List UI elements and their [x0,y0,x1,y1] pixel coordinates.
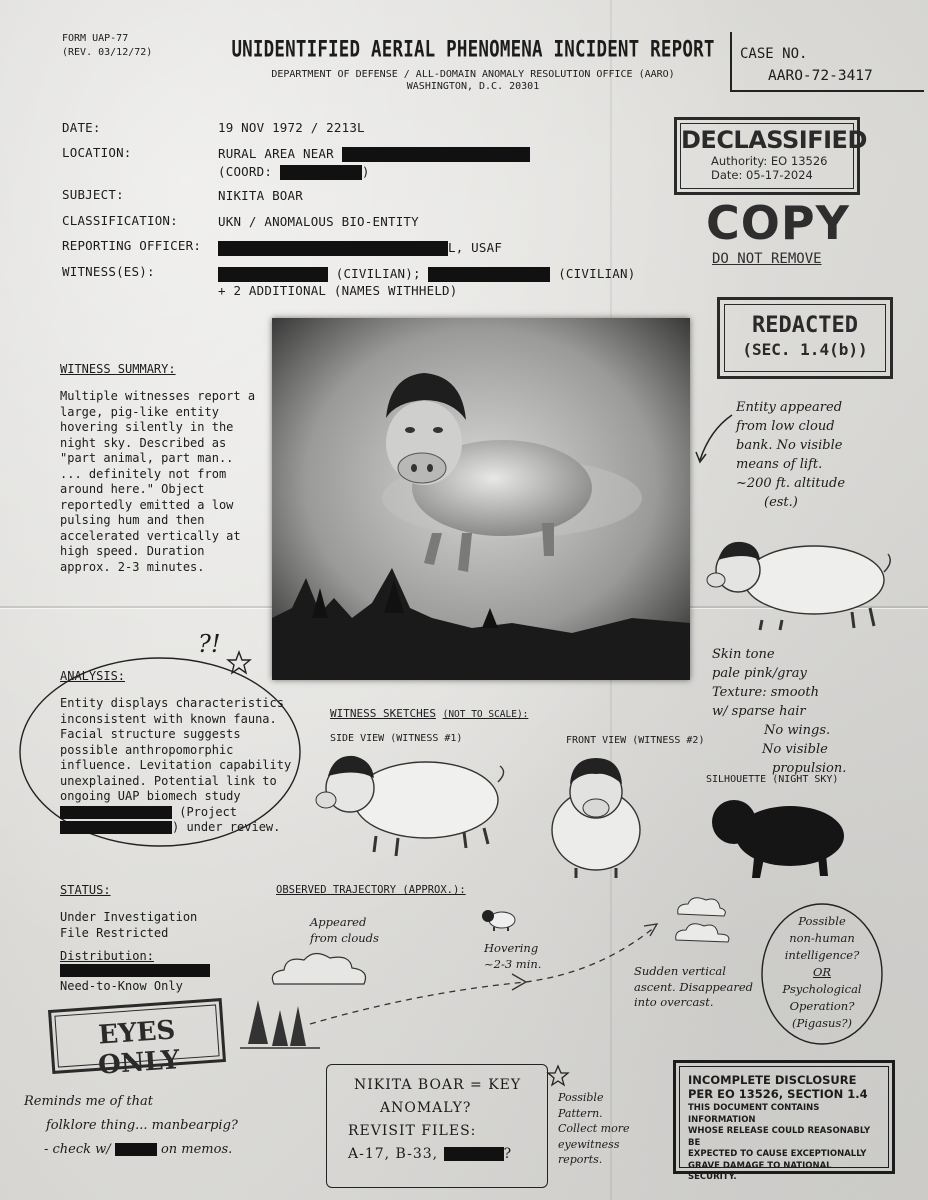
declassified-date: Date: 05-17-2024 [711,168,813,182]
skin-note [712,645,846,778]
note-line: w/ sparse hair [712,704,806,719]
analysis-line [60,805,291,821]
note-text: on memos. [160,1142,233,1157]
status-line: Under Investigation [60,910,198,924]
report-title: UNIDENTIFIED AERIAL PHENOMENA INCIDENT REPORT [231,37,715,63]
form-id: FORM UAP-77 [62,33,129,44]
eyes-only-stamp [48,998,226,1081]
note-line: Entity appeared [736,400,843,415]
summary-line: large, pig-like entity [60,404,219,419]
summary-line: "part animal, part man.. [60,451,234,465]
note-line: folklore thing... manbearpig? [46,1118,238,1133]
note-line: (est.) [764,495,798,510]
photo-image [272,318,690,680]
analysis-line: unexplained. Potential link to [60,773,277,788]
disclosure-box [673,1060,895,1182]
disclosure-line: EXPECTED TO CAUSE EXCEPTIONALLY [688,1149,867,1159]
location-label: LOCATION: [62,145,132,160]
analysis-body [60,696,291,836]
witness-summary-heading: WITNESS SUMMARY: [60,362,176,376]
note-line: Pattern. [558,1106,603,1120]
note-text: ? [503,1146,513,1162]
pig-silhouette [706,792,850,882]
classification-label: CLASSIFICATION: [62,213,178,228]
note-line: Skin tone [712,647,775,662]
note-line: non-human [789,931,855,945]
note-line: from low cloud [736,419,835,434]
redaction-bar [444,1147,504,1161]
redaction-bar [60,806,172,819]
summary-line: Multiple witnesses report a [60,389,256,403]
note-line: Sudden vertical [634,964,726,978]
note-line: reports. [558,1153,603,1166]
analysis-line: possible anthropomorphic [60,742,234,757]
star-icon [546,1064,570,1088]
witnesses-value [218,266,635,282]
status-line: File Restricted [60,925,169,940]
pig-sketch-side [312,748,508,864]
summary-line: high speed. Duration [60,544,205,558]
redaction-bar [342,147,530,162]
form-revision: (REV. 03/12/72) [62,47,153,58]
note-line: No wings. [764,723,831,738]
review-text: ) under review. [172,820,281,834]
note-line: REVISIT FILES: [348,1123,477,1139]
distribution-value: Need-to-Know Only [60,979,183,993]
case-label: CASE NO. [740,46,808,62]
redacted-section: (SEC. 1.4(b)) [742,340,868,359]
address-line: WASHINGTON, D.C. 20301 [406,81,540,92]
do-not-remove-text: DO NOT REMOVE [712,251,822,267]
officer-suffix: L, USAF [448,240,503,255]
sketches-title: WITNESS SKETCHES [330,707,436,720]
summary-line: ... definitely not from [60,466,227,481]
note-text: - check w/ [44,1142,111,1157]
analysis-line: influence. Levitation capability [60,758,292,772]
note-line: pale pink/gray [712,666,807,681]
exclamation-marks: ?! [198,630,221,658]
subject-label: SUBJECT: [62,187,124,202]
eyes-only-text: EYES ONLY [97,1015,181,1081]
location-text: RURAL AREA NEAR [218,146,334,161]
front-view-label: FRONT VIEW (WITNESS #2) [566,735,705,746]
pig-sketch-side-right [702,530,898,635]
note-line: eyewitness [558,1137,620,1151]
disclosure-section: PER EO 13526, SECTION 1.4 [688,1087,868,1101]
officer-label: REPORTING OFFICER: [62,238,202,253]
coord-value [218,164,370,180]
case-number: AARO-72-3417 [768,68,873,84]
status-heading: STATUS: [60,883,111,897]
summary-line: reportedly emitted a low [60,497,234,512]
coord-suffix: ) [361,164,370,179]
redaction-bar [60,821,172,834]
classification-value: UKN / ANOMALOUS BIO-ENTITY [218,214,419,229]
note-line: into overcast. [634,995,714,1009]
redaction-bar [60,964,210,977]
disclosure-line: GRAVE DAMAGE TO NATIONAL SECURITY. [688,1160,832,1182]
department-line: DEPARTMENT OF DEFENSE / ALL-DOMAIN ANOMALY RESOLUTION OFFICE (AARO) [271,69,675,80]
analysis-line: ongoing UAP biomech study [60,789,241,803]
summary-line: around here." Object [60,482,205,496]
analysis-line [60,820,291,836]
subject-value: NIKITA BOAR [218,188,303,203]
note-line [336,1143,542,1166]
authority-text: Authority: EO 13526 [711,154,828,168]
summary-line: night sky. Described as [60,435,227,450]
note-line: NIKITA BOAR = KEY [354,1077,522,1093]
note-text: A-17, B-33, [348,1146,439,1162]
sketches-heading [330,707,528,720]
redaction-bar [280,165,362,180]
note-line: Possible [798,914,846,928]
project-text: (Project [179,804,238,819]
arrow-icon [692,410,736,470]
date-label: DATE: [62,120,101,135]
witness1-suffix: (CIVILIAN); [335,266,421,281]
disclosure-line: WHOSE RELEASE COULD REASONABLY BE [688,1126,871,1148]
note-line: propulsion. [772,761,847,776]
witness-summary-body [60,389,255,575]
note-line: ~2-3 min. [484,957,542,971]
trajectory-path [300,912,680,1032]
note-line: means of lift. [736,457,823,472]
coord-prefix: (COORD: [218,164,273,179]
disclosure-title: INCOMPLETE DISCLOSURE [688,1073,857,1087]
note-line: intelligence? [784,948,860,962]
declassified-stamp [674,117,867,195]
trajectory-heading: OBSERVED TRAJECTORY (APPROX.): [276,884,466,896]
summary-line: accelerated vertically at [60,528,241,543]
form-number [62,32,152,60]
note-line: Texture: smooth [712,685,819,700]
folklore-note [24,1090,238,1162]
summary-line: pulsing hum and then [60,513,205,527]
cloud-note [736,398,845,512]
witness2-suffix: (CIVILIAN) [558,266,636,281]
silhouette-label: SILHOUETTE (NIGHT SKY) [706,774,839,785]
officer-value [218,240,502,256]
analysis-line: Entity displays characteristics [60,696,284,710]
case-number-box [730,32,924,92]
redaction-bar [428,267,550,282]
note-line: Hovering [484,941,539,955]
clouds-icon [672,894,752,948]
disclosure-line: THIS DOCUMENT CONTAINS INFORMATION [688,1103,820,1125]
trees-icon [240,996,320,1052]
redaction-bar [218,241,448,256]
note-line: OR [812,965,832,979]
note-line: bank. No visible [736,438,843,453]
ascent-note [634,964,753,1011]
analysis-heading: ANALYSIS: [60,669,126,683]
pattern-note [558,1090,629,1168]
note-line: Operation? [789,999,855,1013]
key-anomaly-note [336,1074,542,1166]
note-line: from clouds [310,931,379,945]
note-line: Psychological [782,982,862,996]
note-line: Reminds me of that [24,1094,153,1109]
note-line: ascent. Disappeared [634,979,754,994]
note-line: ANOMALY? [380,1100,472,1116]
location-value [218,146,530,162]
note-line: No visible [762,742,828,757]
distribution-label: Distribution: [60,949,154,963]
redaction-bar [218,267,328,282]
redacted-text: REDACTED [752,313,858,338]
hypothesis-note [762,913,882,1032]
evidence-photo [272,318,690,680]
side-view-label: SIDE VIEW (WITNESS #1) [330,733,463,744]
analysis-line: inconsistent with known fauna. [60,711,277,726]
note-line [24,1138,238,1162]
analysis-line: Facial structure suggests [60,727,241,741]
redacted-stamp [717,297,893,379]
note-line: Collect more [558,1122,630,1135]
summary-line: hovering silently in the [60,420,234,434]
note-line: Appeared [310,915,367,929]
header-block [208,37,738,92]
redaction-bar [115,1143,157,1156]
status-body [60,910,197,941]
note-line: (Pigasus?) [792,1016,852,1030]
date-value: 19 NOV 1972 / 2213L [218,120,365,135]
witnesses-label: WITNESS(ES): [62,264,155,279]
note-line: ~200 ft. altitude [736,476,846,491]
copy-stamp: COPY [706,196,850,250]
witness-extra: + 2 ADDITIONAL (NAMES WITHHELD) [218,283,458,298]
pig-sketch-front [548,752,644,880]
not-to-scale: (NOT TO SCALE): [442,709,529,720]
declassified-text: DECLASSIFIED [681,126,867,154]
summary-line: approx. 2-3 minutes. [60,559,205,574]
note-line: Possible [558,1091,604,1104]
